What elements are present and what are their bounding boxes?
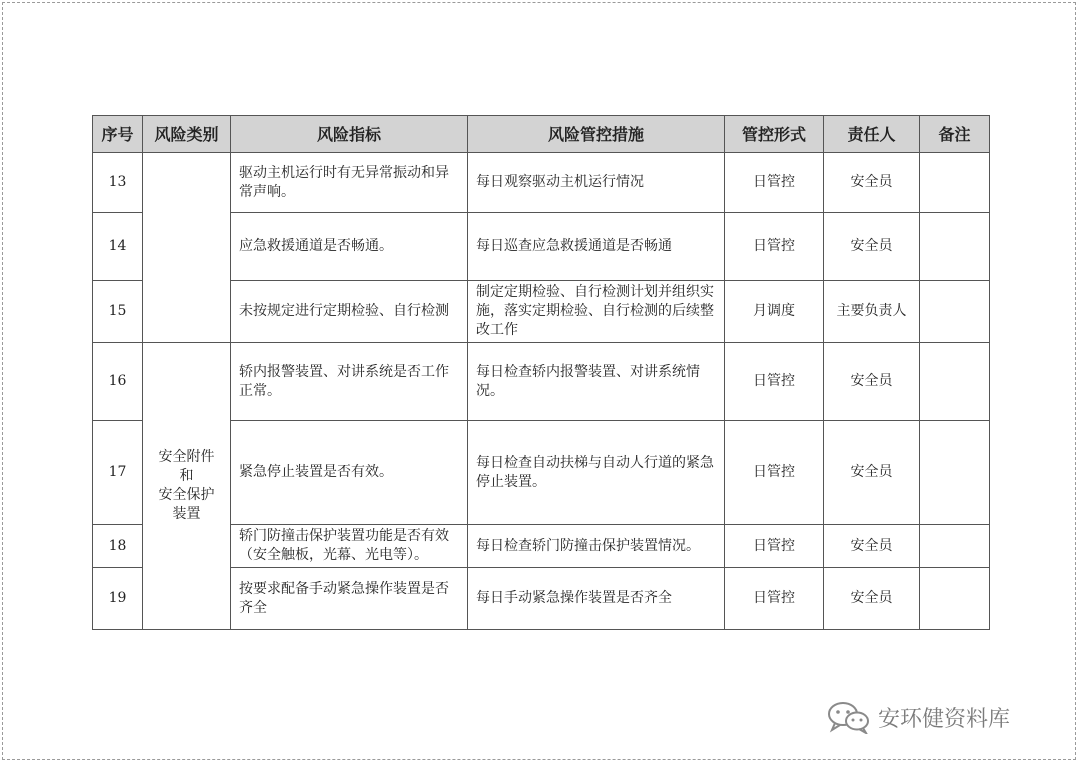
remark (920, 525, 990, 568)
header-remark: 备注 (920, 116, 990, 153)
header-owner: 责任人 (824, 116, 920, 153)
control-form: 月调度 (725, 281, 824, 343)
row-no: 16 (93, 343, 143, 421)
table-row (93, 343, 990, 421)
risk-indicator: 紧急停止装置是否有效。 (231, 421, 468, 525)
control-form: 日管控 (725, 421, 824, 525)
risk-indicator: 驱动主机运行时有无异常振动和异常声响。 (231, 153, 468, 213)
header-indicator: 风险指标 (231, 116, 468, 153)
row-no: 17 (93, 421, 143, 525)
responsible-person: 主要负责人 (824, 281, 920, 343)
remark (920, 281, 990, 343)
row-no: 13 (93, 153, 143, 213)
table-row (93, 153, 990, 213)
table-header-row (93, 116, 990, 153)
risk-indicator: 轿门防撞击保护装置功能是否有效（安全触板，光幕、光电等）。 (231, 525, 468, 568)
row-no: 14 (93, 213, 143, 281)
remark (920, 343, 990, 421)
control-form: 日管控 (725, 343, 824, 421)
responsible-person: 安全员 (824, 568, 920, 630)
wechat-icon (826, 700, 872, 734)
responsible-person: 安全员 (824, 421, 920, 525)
row-no: 19 (93, 568, 143, 630)
control-measure: 每日观察驱动主机运行情况 (468, 153, 725, 213)
category-cell (143, 153, 231, 343)
remark (920, 568, 990, 630)
control-measure: 每日检查轿内报警装置、对讲系统情况。 (468, 343, 725, 421)
watermark-text: 安环健资料库 (878, 706, 1011, 732)
control-measure: 每日检查自动扶梯与自动人行道的紧急停止装置。 (468, 421, 725, 525)
header-form: 管控形式 (725, 116, 824, 153)
control-form: 日管控 (725, 525, 824, 568)
control-measure: 每日巡查应急救援通道是否畅通 (468, 213, 725, 281)
responsible-person: 安全员 (824, 343, 920, 421)
remark (920, 421, 990, 525)
control-measure: 制定定期检验、自行检测计划并组织实施，落实定期检验、自行检测的后续整改工作 (468, 281, 725, 343)
risk-indicator: 未按规定进行定期检验、自行检测 (231, 281, 468, 343)
risk-indicator: 应急救援通道是否畅通。 (231, 213, 468, 281)
row-no: 18 (93, 525, 143, 568)
responsible-person: 安全员 (824, 525, 920, 568)
row-no: 15 (93, 281, 143, 343)
remark (920, 213, 990, 281)
responsible-person: 安全员 (824, 213, 920, 281)
control-form: 日管控 (725, 153, 824, 213)
header-category: 风险类别 (143, 116, 231, 153)
control-form: 日管控 (725, 213, 824, 281)
responsible-person: 安全员 (824, 153, 920, 213)
header-measure: 风险管控措施 (468, 116, 725, 153)
risk-indicator: 按要求配备手动紧急操作装置是否齐全 (231, 568, 468, 630)
control-measure: 每日检查轿门防撞击保护装置情况。 (468, 525, 725, 568)
control-form: 日管控 (725, 568, 824, 630)
remark (920, 153, 990, 213)
control-measure: 每日手动紧急操作装置是否齐全 (468, 568, 725, 630)
risk-indicator: 轿内报警装置、对讲系统是否工作正常。 (231, 343, 468, 421)
watermark (826, 700, 1010, 734)
category-cell: 安全附件 和 安全保护 装置 (143, 343, 231, 630)
risk-control-table (92, 115, 990, 630)
header-no: 序号 (93, 116, 143, 153)
